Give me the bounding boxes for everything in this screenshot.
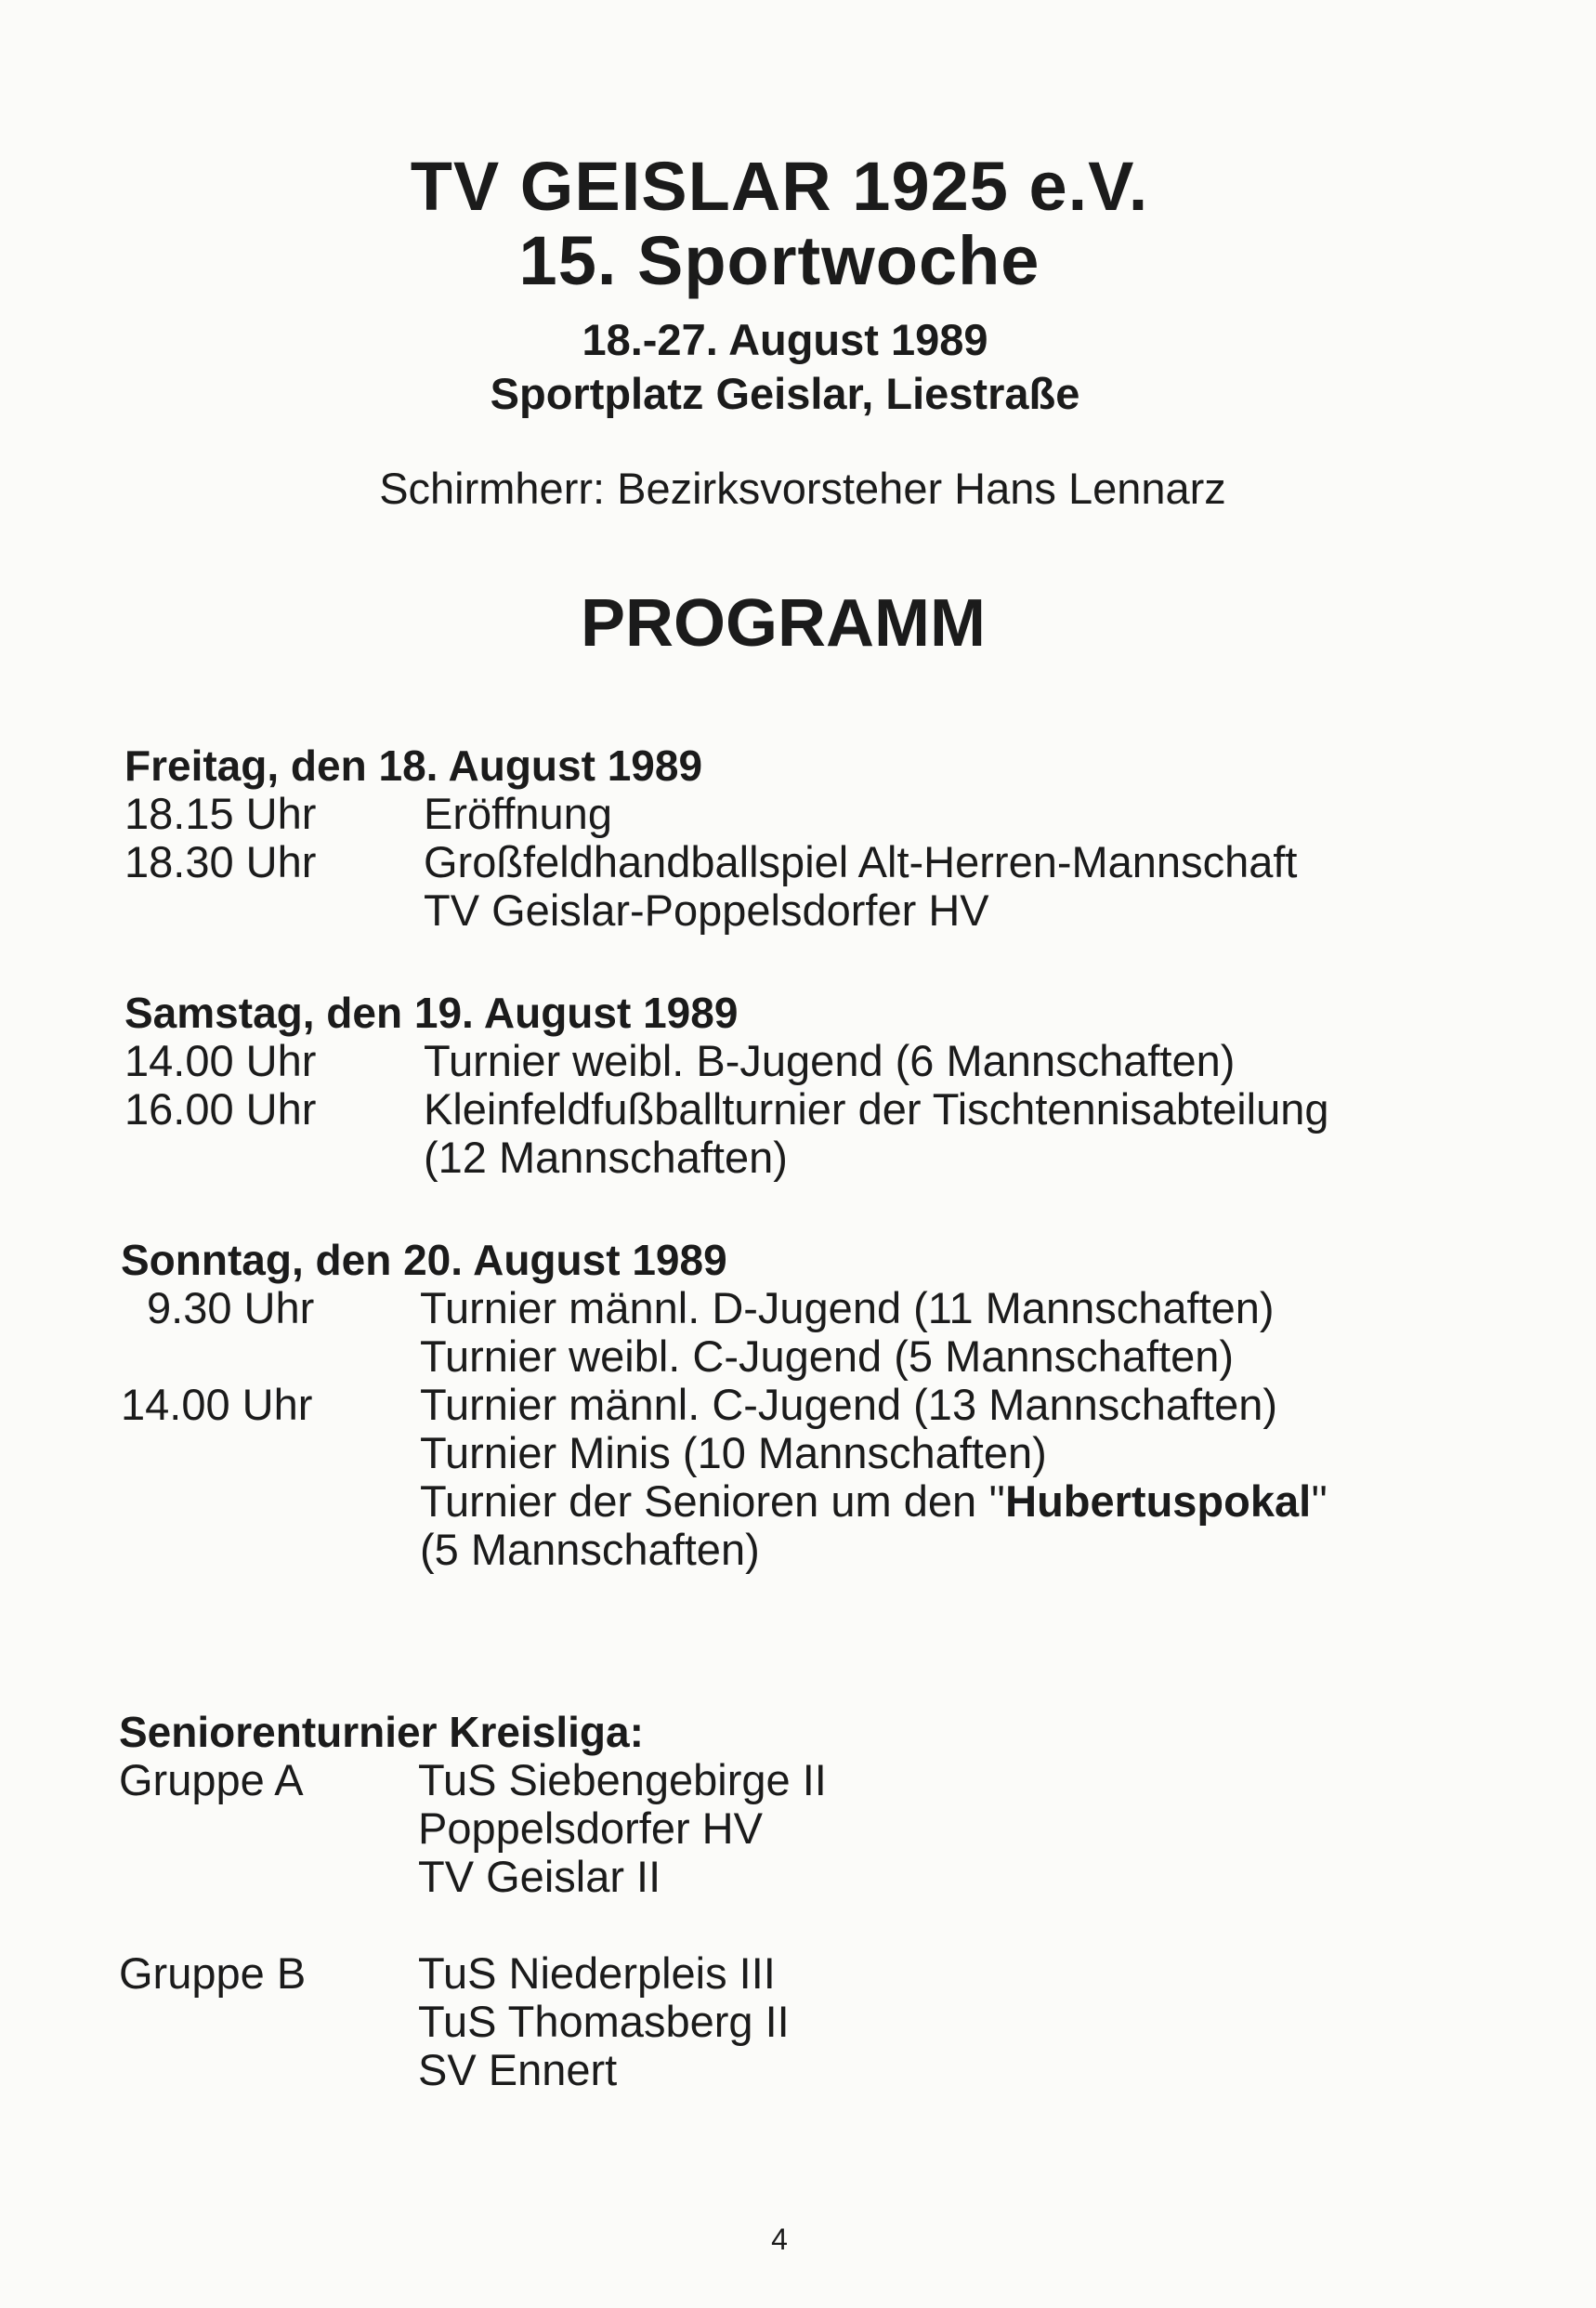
event-description: Turnier Minis (10 Mannschaften): [420, 1428, 1047, 1477]
event-time: 16.00 Uhr: [124, 1084, 317, 1134]
page-number: 4: [771, 2223, 788, 2256]
club-title: TV GEISLAR 1925 e.V.: [410, 148, 1149, 225]
schedule-row: [121, 1381, 1496, 1574]
event-description: Turnier männl. C-Jugend (13 Mannschaften): [420, 1380, 1278, 1429]
event-time: 18.30 Uhr: [124, 837, 317, 886]
team-name: TuS Niederpleis III: [418, 1948, 776, 1998]
day-friday: [124, 741, 1499, 935]
event-subtitle: 15. Sportwoche: [518, 222, 1040, 299]
schedule-row: [121, 1284, 1496, 1381]
program-heading: PROGRAMM: [581, 586, 986, 661]
day-title: Freitag, den 18. August 1989: [124, 741, 703, 790]
event-time: 14.00 Uhr: [121, 1380, 313, 1429]
event-time: 18.15 Uhr: [124, 789, 317, 838]
event-description-hubertuspokal: [420, 1477, 1496, 1526]
text-suffix: '': [1311, 1476, 1328, 1526]
event-time: 14.00 Uhr: [124, 1036, 317, 1085]
group-name: Gruppe A: [119, 1755, 304, 1804]
senior-tournament-title: Seniorenturnier Kreisliga:: [119, 1708, 644, 1756]
event-dates: 18.-27. August 1989: [582, 315, 988, 364]
group-name: Gruppe B: [119, 1948, 307, 1998]
schedule-row: [124, 1085, 1499, 1182]
event-description: (5 Mannschaften): [420, 1525, 760, 1574]
group-a: [119, 1756, 1494, 1901]
day-title: Sonntag, den 20. August 1989: [121, 1236, 727, 1284]
team-name: TuS Siebengebirge II: [418, 1755, 827, 1804]
event-description: (12 Mannschaften): [424, 1133, 788, 1182]
team-name: TuS Thomasberg II: [418, 1997, 790, 2046]
event-time: 9.30 Uhr: [147, 1283, 315, 1332]
patron-line: Schirmherr: Bezirksvorsteher Hans Lennarz: [379, 464, 1226, 513]
trophy-name: Hubertuspokal: [1005, 1476, 1312, 1526]
schedule-row: [124, 1037, 1499, 1085]
schedule-row: [124, 838, 1499, 935]
day-sunday: [121, 1236, 1496, 1574]
event-description: Turnier männl. D-Jugend (11 Mannschaften): [420, 1283, 1275, 1332]
day-title: Samstag, den 19. August 1989: [124, 989, 739, 1037]
text-prefix: Turnier der Senioren um den '': [420, 1476, 1006, 1526]
event-description: Turnier weibl. C-Jugend (5 Mannschaften): [420, 1331, 1234, 1381]
group-b: [119, 1949, 1494, 2094]
event-description: Kleinfeldfußballturnier der Tischtennisabteilung: [424, 1084, 1329, 1134]
day-saturday: [124, 989, 1499, 1182]
event-description: Turnier weibl. B-Jugend (6 Mannschaften): [424, 1036, 1236, 1085]
event-description: Eröffnung: [424, 789, 612, 838]
senior-tournament: [119, 1708, 1494, 2094]
event-description: Großfeldhandballspiel Alt-Herren-Mannschaft: [424, 837, 1298, 886]
event-location: Sportplatz Geislar, Liestraße: [490, 369, 1080, 418]
schedule-row: [124, 790, 1499, 838]
team-name: SV Ennert: [418, 2045, 618, 2094]
team-name: Poppelsdorfer HV: [418, 1803, 763, 1853]
event-description: TV Geislar-Poppelsdorfer HV: [424, 885, 989, 935]
team-name: TV Geislar II: [418, 1852, 661, 1901]
